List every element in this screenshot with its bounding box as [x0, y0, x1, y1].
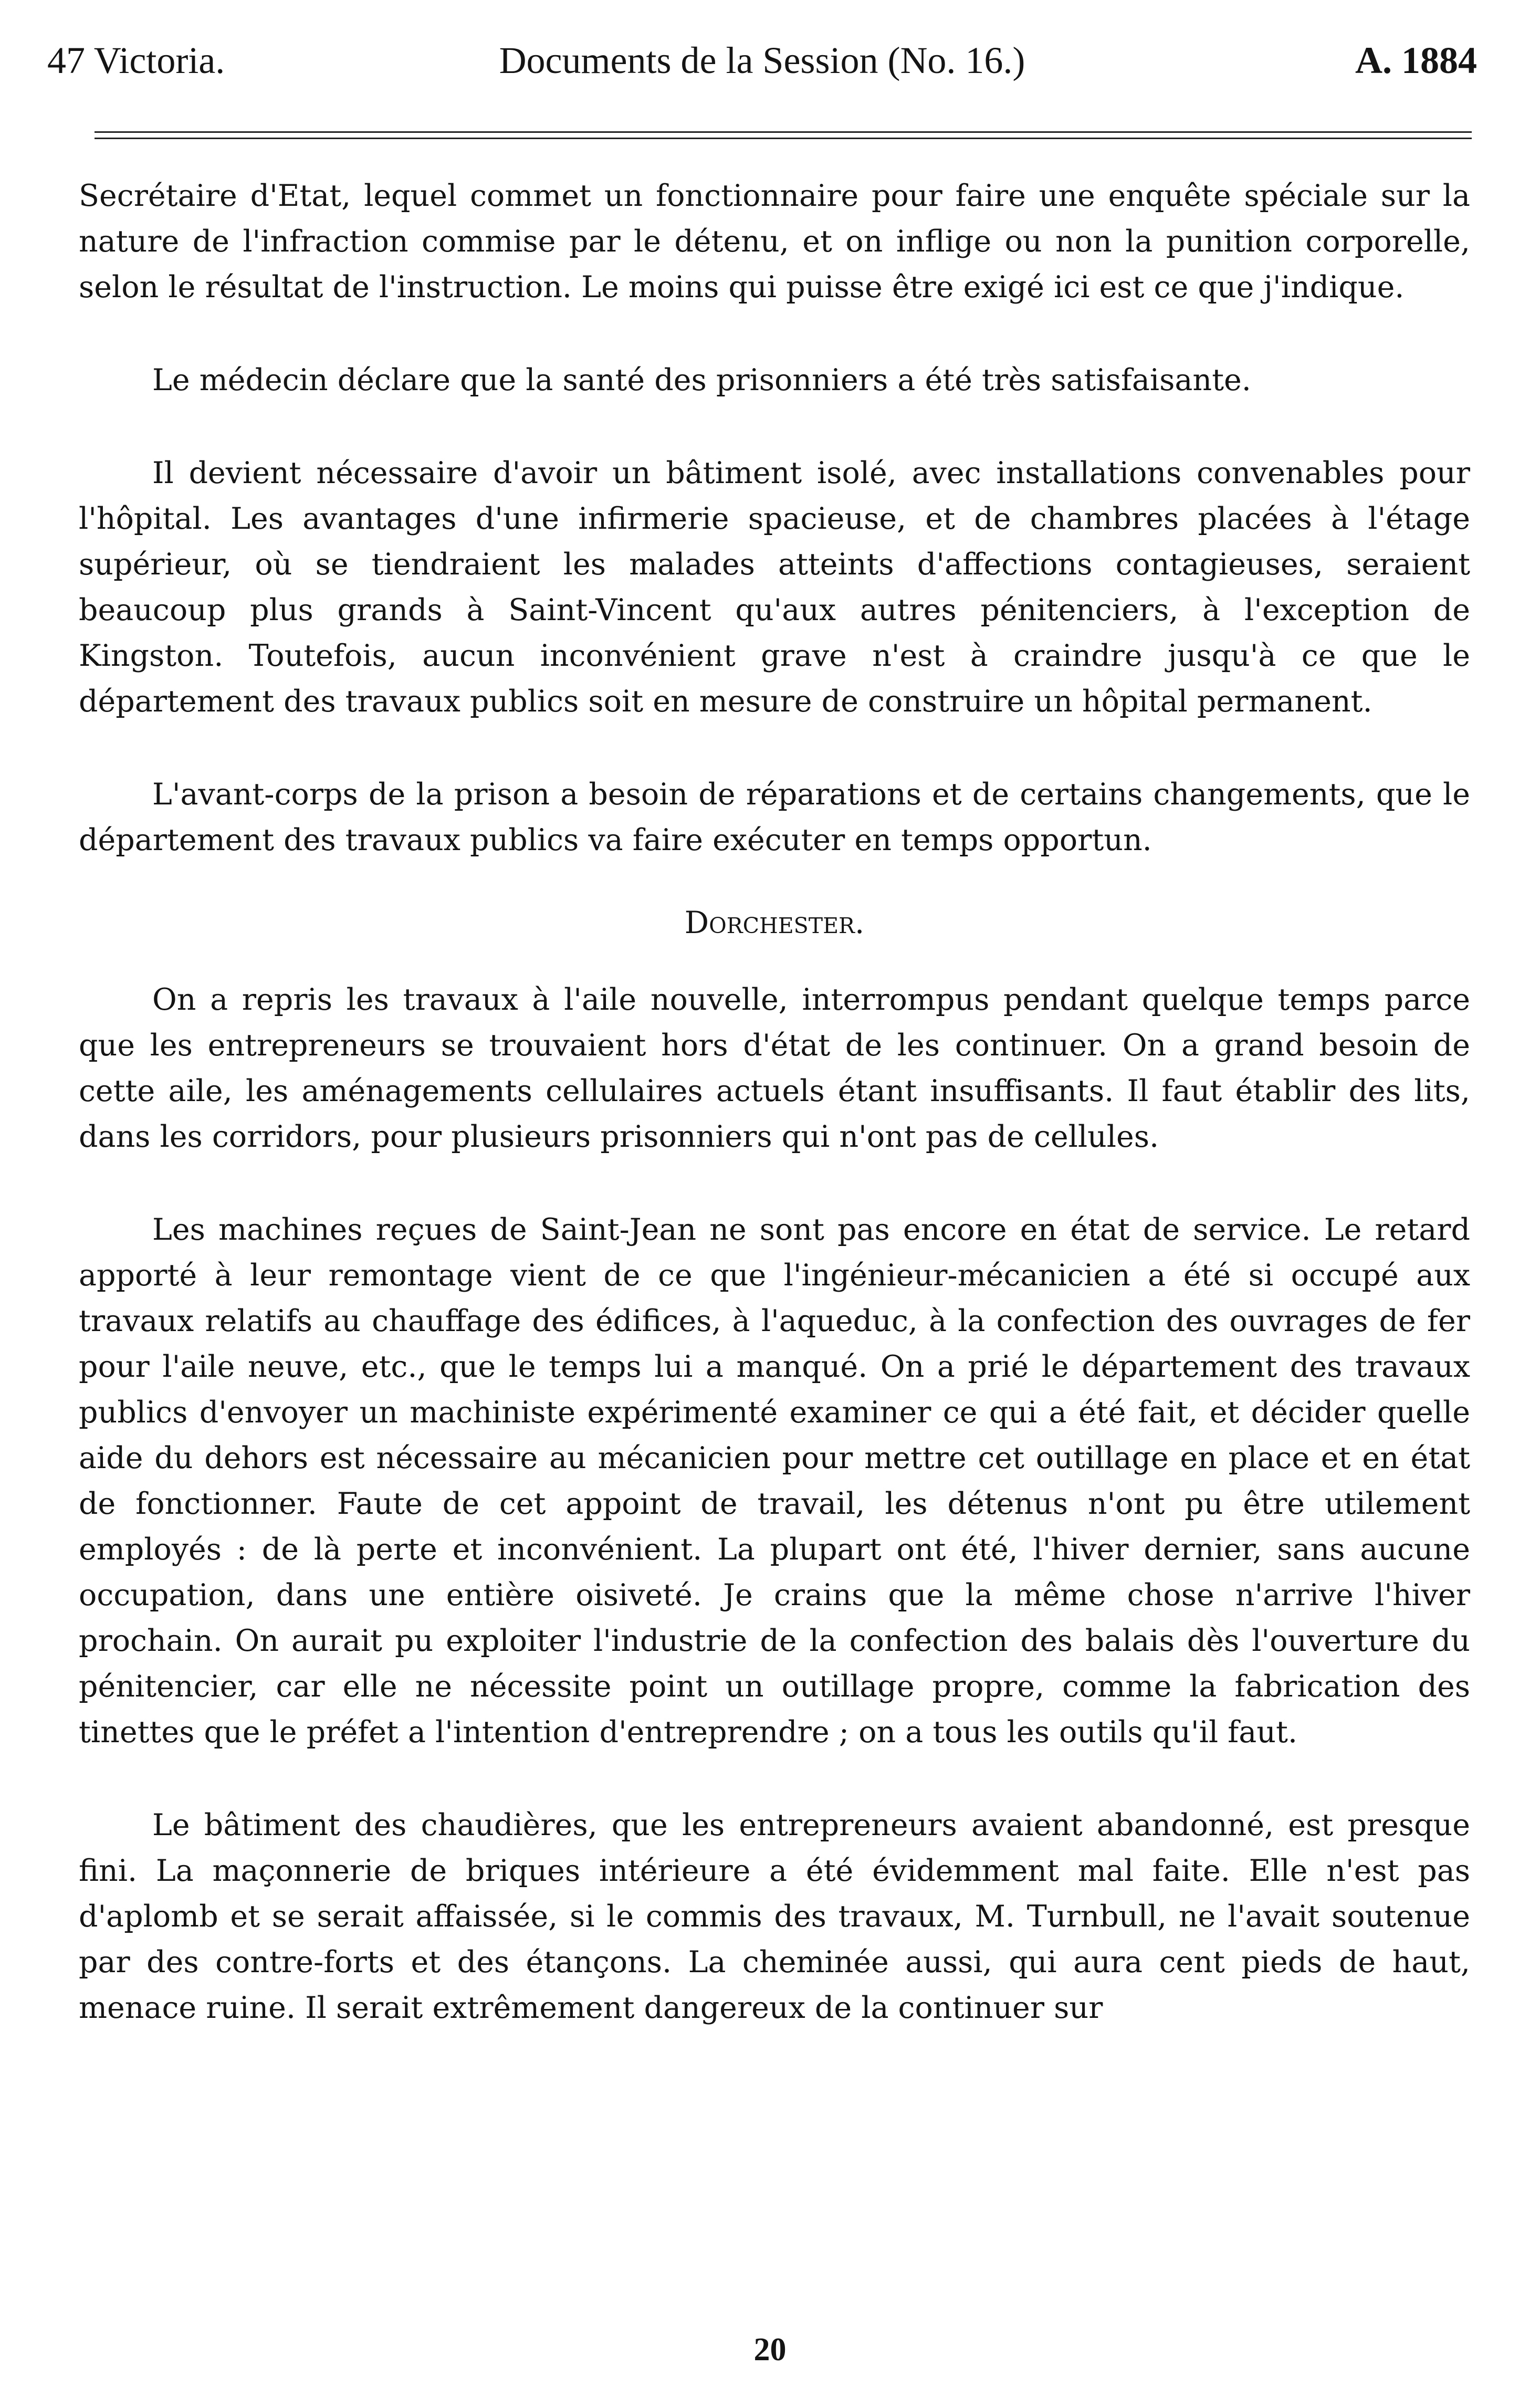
paragraph-new-wing: On a repris les travaux à l'aile nouvelle, interrompus pendant quelque temps parce que les entrepreneurs se trouvaient hors d'état de les continuer. On a grand besoin de cette aile, les aménagements cellulaires actuels étant insuffisants. Il faut établir des lits, dans les corridors, pour plusieurs prisonniers qui n'ont pas de cellules.	[79, 982, 1470, 1154]
header-title: Documents de la Session (No. 16.)	[499, 39, 1025, 81]
header-rule-bottom	[95, 138, 1472, 139]
page-body	[79, 173, 1470, 2078]
paragraph-continuation: Secrétaire d'Etat, lequel commet un fonctionnaire pour faire une enquête spéciale sur la nature de l'infraction commise par le détenu, et on inflige ou non la punition corporelle, selon le résultat de l'instruction. Le moins qui puisse être exigé ici est ce que j'indique.	[79, 179, 1470, 305]
paragraph-machines: Les machines reçues de Saint-Jean ne sont pas encore en état de service. Le retard apporté à leur remontage vient de ce que l'ingénieur-mécanicien a été si occupé aux travaux relatifs au chauffage des édifices, à l'aqueduc, à la confection des ouvrages de fer pour l'aile neuve, etc., que le temps lui a manqué. On a prié le département des travaux publics d'envoyer un machiniste expérimenté examiner ce qui a été fait, et décider quelle aide du dehors est nécessaire au mécanicien pour mettre cet outillage en place et en état de fonctionner. Faute de cet appoint de travail, les détenus n'ont pu être utilement employés : de là perte et inconvénient. La plupart ont été, l'hiver dernier, sans aucune occupation, dans une entière oisiveté. Je crains que la même chose n'arrive l'hiver prochain. On aurait pu exploiter l'industrie de la confection des balais dès l'ouverture du pénitencier, car elle ne nécessite point un outillage propre, comme la fabrication des tinettes que le préfet a l'intention d'entreprendre ; on a tous les outils qu'il faut.	[79, 1212, 1470, 1750]
page-number: 20	[753, 2332, 787, 2368]
paragraph-health: Le médecin déclare que la santé des prisonniers a été très satisfaisante.	[152, 363, 1251, 397]
header-year: A. 1884	[1355, 39, 1477, 81]
paragraph-repairs: L'avant-corps de la prison a besoin de réparations et de certains changements, que le département des travaux publics va faire exécuter en temps opportun.	[79, 777, 1470, 857]
section-heading-dorchester: Dorchester.	[684, 905, 865, 940]
paragraph-hospital: Il devient nécessaire d'avoir un bâtiment isolé, avec installations convenables pour l'hôpital. Les avantages d'une infirmerie spacieuse, et de chambres placées à l'étage supérieur, où se tiendraient les malades atteints d'affections contagieuses, seraient beaucoup plus grands à Saint-Vincent qu'aux autres pénitenciers, à l'exception de Kingston. Toutefois, aucun inconvénient grave n'est à craindre jusqu'à ce que le département des travaux publics soit en mesure de construire un hôpital permanent.	[79, 456, 1470, 719]
header-rule-top	[95, 131, 1472, 133]
running-header	[47, 32, 1477, 89]
paragraph-boilers: Le bâtiment des chaudières, que les entrepreneurs avaient abandonné, est presque fini. La maçonnerie de briques intérieure a été évidemment mal faite. Elle n'est pas d'aplomb et se serait affaissée, si le commis des travaux, M. Turnbull, ne l'avait soutenue par des contre-forts et des étançons. La cheminée aussi, qui aura cent pieds de haut, menace ruine. Il serait extrêmement dangereux de la continuer sur	[79, 1808, 1470, 2025]
header-volume: 47 Victoria.	[47, 39, 225, 81]
